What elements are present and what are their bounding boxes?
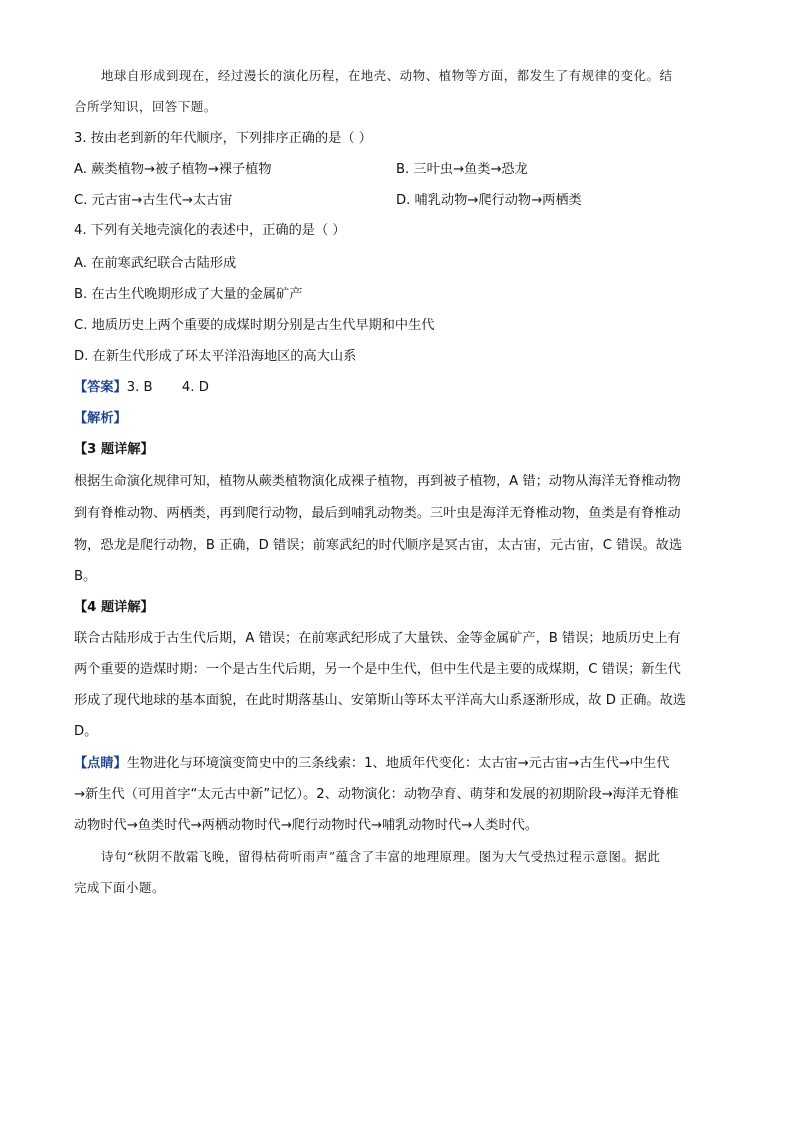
answer-tag: 【答案】 [74,380,127,395]
answer-text: 3. B 4. D [126,380,209,395]
note-text-line1: 生物进化与环境演变简史中的三条线索：1、地质年代变化：太古宙→元古宙→古生代→中生代 [126,756,670,771]
question-3-option-a: A. 蕨类植物→被子植物→裸子植物 [74,162,272,177]
question-4-option-d: D. 在新生代形成了环太平洋沿海地区的高大山系 [74,349,357,364]
detail-3-line1: 根据生命演化规律可知，植物从蕨类植物演化成裸子植物，再到被子植物，A 错；动物从海洋无脊椎动物 [74,474,681,489]
detail-4-line1: 联合古陆形成于古生代后期，A 错误；在前寒武纪形成了大量铁、金等金属矿产，B 错误；地质历史上有 [74,631,681,646]
detail-3-line2: 到有脊椎动物、两栖类，再到爬行动物，最后到哺乳动物类。三叶虫是海洋无脊椎动物，鱼类是有脊椎动 [74,506,681,521]
detail-3-line4: B。 [74,569,97,584]
note-line2: →新生代（可用首字“太元古中新”记忆）。2、动物演化：动物孕育、萌芽和发展的初期阶段→海洋无脊椎 [74,787,679,802]
note-line3: 动物时代→鱼类时代→两栖动物时代→爬行动物时代→哺乳动物时代→人类时代。 [74,818,539,833]
detail-4-tag: 【4 题详解】 [74,600,154,615]
note-tag: 【点睛】 [74,756,127,771]
answer-line [74,379,209,397]
intro-paragraph-line2: 合所学知识，回答下题。 [74,99,217,114]
question-3-option-d: D. 哺乳动物→爬行动物→两栖类 [396,193,582,208]
note-line1 [74,755,669,773]
question-4-option-c: C. 地质历史上两个重要的成煤时期分别是古生代早期和中生代 [74,318,435,333]
intro-paragraph-line1: 地球自形成到现在，经过漫长的演化历程，在地壳、动物、植物等方面，都发生了有规律的变化。结 [101,68,673,83]
question-4-option-a: A. 在前寒武纪联合古陆形成 [74,256,237,271]
detail-3-line3: 物，恐龙是爬行动物，B 正确，D 错误；前寒武纪的时代顺序是冥古宙，太古宙，元古宙，C 错误。故选 [74,538,683,553]
question-3-option-c: C. 元古宙→古生代→太古宙 [74,193,233,208]
question-3-option-b: B. 三叶虫→鱼类→恐龙 [396,162,528,177]
detail-4-line3: 形成了现代地球的基本面貌，在此时期落基山、安第斯山等环太平洋高大山系逐渐形成，故 D 正确。故选 [74,693,686,708]
intro2-paragraph-line2: 完成下面小题。 [74,880,165,895]
analysis-tag: 【解析】 [74,411,127,426]
question-3-stem: 3. 按由老到新的年代顺序，下列排序正确的是（ ） [74,131,372,146]
detail-3-tag: 【3 题详解】 [74,442,154,457]
detail-4-line4: D。 [74,724,98,739]
detail-4-line2: 两个重要的造煤时期：一个是古生代后期，另一个是中生代，但中生代是主要的成煤期，C 错误；新生代 [74,662,681,677]
question-4-stem: 4. 下列有关地壳演化的表述中，正确的是（ ） [74,223,346,238]
intro2-paragraph-line1: 诗句“秋阴不散霜飞晚，留得枯荷听雨声”蕴含了丰富的地理原理。图为大气受热过程示意图。据此 [101,849,661,864]
question-4-option-b: B. 在古生代晚期形成了大量的金属矿产 [74,287,303,302]
